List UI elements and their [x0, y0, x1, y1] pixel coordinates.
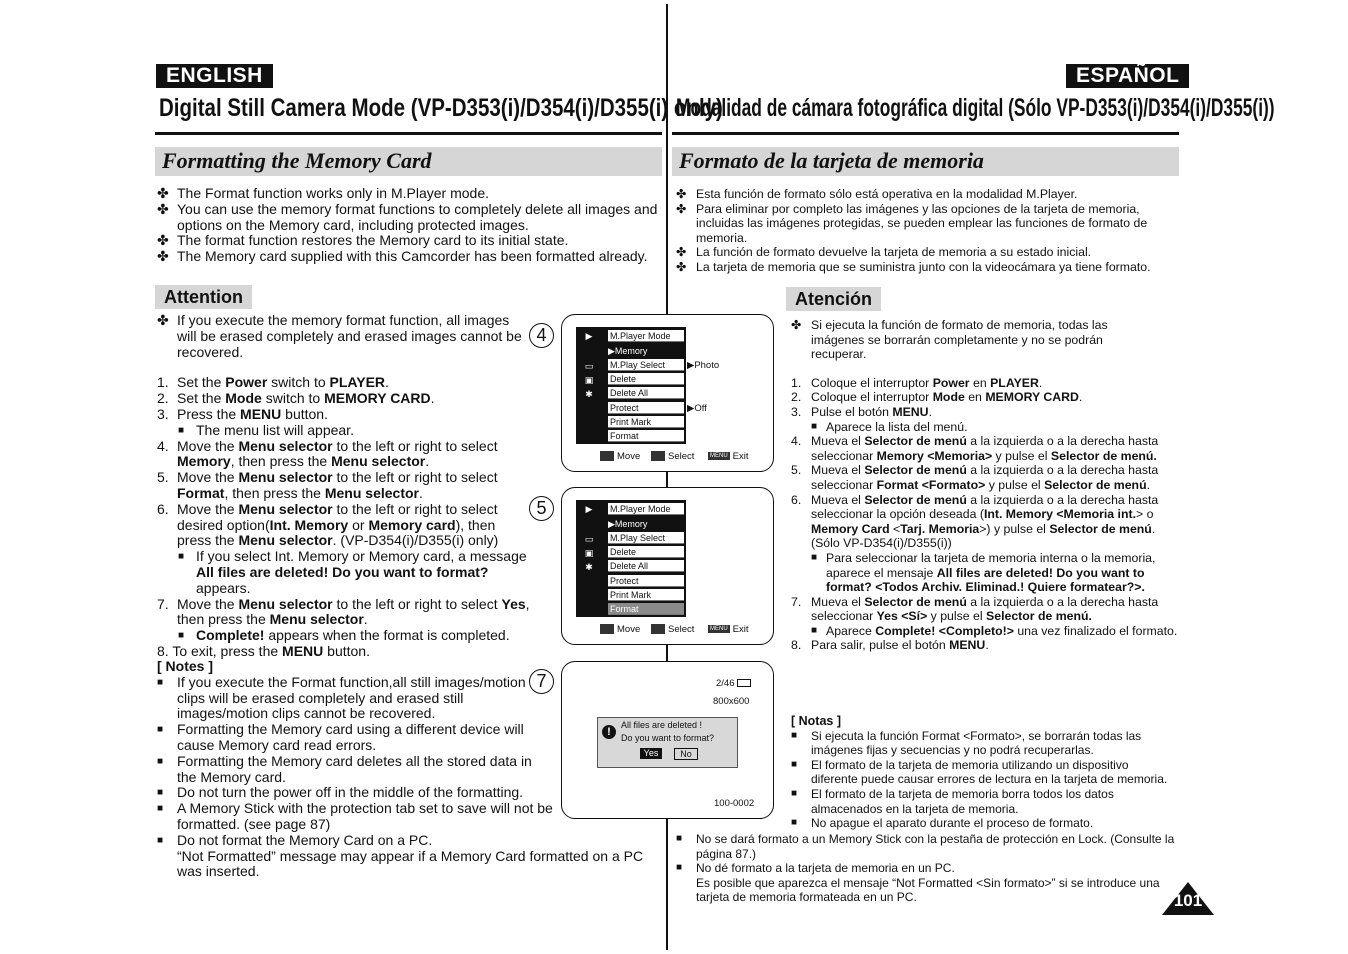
osd-resolution: 800x600 [713, 696, 750, 707]
step-marker: 5 [529, 496, 554, 521]
list-item: ✤ The format function restores the Memory card to its initial state. [157, 232, 569, 249]
step-item: 3. Pulse el botón MENU. [791, 404, 932, 419]
osd-menu-item: Delete All [608, 387, 684, 399]
osd-panel-step7 [561, 661, 774, 819]
osd-menu [576, 327, 686, 444]
list-item: ■ No dé formato a la tarjeta de memoria en un PC. Es posible que aparezca el mensaje “Not Formatted <Sin formato>” si se introduce una tarjeta de memoria formateada en un PC. [676, 861, 1160, 905]
notes-title-spanish: [ Notas ] [791, 714, 841, 728]
language-tab-spanish: ESPAÑOL [1066, 64, 1189, 88]
osd-menu-title: M.Player Mode [608, 330, 684, 342]
list-item: ■ Do not format the Memory Card on a PC. “Not Formatted” message may appear if a Memory Card formatted on a PC was inserted. [157, 831, 644, 880]
play-mode-icon: ▶ [580, 503, 598, 515]
step-marker: 7 [529, 669, 554, 694]
select-icon [651, 451, 665, 461]
page-title-spanish: Modalidad de cámara fotográfica digital (Sólo VP-D353(i)/D354(i)/D355(i)) [676, 94, 1275, 122]
list-item: ✤ La función de formato devuelve la tarjeta de memoria a su estado inicial. [676, 245, 1092, 260]
step-item: 7. Move the Menu selector to the left or right to select Yes, then press the Menu selector. [157, 595, 530, 628]
osd-panel-step4 [561, 314, 774, 472]
step-item: 6. Move the Menu selector to the left or right to select desired option(Int. Memory or Memory card), then press the Menu selector. (VP-D354(i)/D355(i) only) [157, 500, 499, 549]
list-item: ■ El formato de la tarjeta de memoria utilizando un dispositivo diferente puede causar errores de lectura en la tarjeta de memoria. [791, 757, 1168, 787]
play-mode-icon: ▶ [580, 330, 598, 342]
osd-exit-hint: MENU Exit [710, 624, 749, 635]
osd-menu-item: Delete [608, 373, 684, 385]
step-item: 1. Set the Power switch to PLAYER. [157, 374, 389, 391]
menu-key-icon: MENU [710, 453, 728, 460]
step-item: 4. Move the Menu selector to the left or right to select Memory, then press the Menu selector. [157, 437, 498, 470]
format-confirm-dialog [597, 717, 738, 768]
yes-button[interactable]: Yes [640, 748, 662, 759]
dialog-message-line1: All files are deleted ! [621, 720, 703, 730]
camera-icon: ▣ [580, 374, 598, 386]
section-bar-english [155, 147, 662, 176]
step-subitem: ■ Para seleccionar la tarjeta de memoria interna o la memoria, aparece el mensaje All files are deleted! Do you want to format? <Todos Archiv. Eliminad.! Quiere formatear?>. [811, 550, 1156, 595]
step-item: 5. Move the Menu selector to the left or right to select Format, then press the Menu selector. [157, 469, 498, 501]
intro-list-english [157, 186, 663, 265]
step-item: 3. Press the MENU button. [157, 405, 328, 422]
step-item: 8. To exit, press the MENU button. [157, 642, 370, 659]
step-item: 2. Coloque el interruptor Mode en MEMORY CARD. [791, 390, 1083, 405]
list-item: ■ Formatting the Memory card using a different device will cause Memory card read errors. [157, 721, 524, 753]
osd-exit-hint: MENU Exit [710, 451, 749, 462]
step-marker: 4 [529, 323, 554, 348]
section-title-english: Formatting the Memory Card [162, 148, 432, 173]
move-icon [600, 451, 614, 461]
notes-spanish [791, 714, 1176, 831]
list-item: ■ Si ejecuta la función Format <Formato>, se borrarán todas las imágenes fijas y secuencias y no podrá recuperarlas. [791, 728, 1142, 758]
memory-card-icon: ▭ [580, 533, 598, 545]
osd-move-hint: Move [600, 451, 640, 462]
camera-icon: ▣ [580, 547, 598, 559]
osd-menu-item-highlighted: Format [608, 603, 684, 615]
osd-menu-title: M.Player Mode [608, 503, 684, 515]
page-title-english: Digital Still Camera Mode (VP-D353(i)/D354(i)/D355(i) only) [159, 94, 723, 122]
list-item: ✤ La tarjeta de memoria que se suministra junto con la videocámara ya tiene formato. [676, 259, 1151, 274]
osd-menu-item: Delete [608, 546, 684, 558]
list-item: ✤ You can use the memory format functions to completely delete all images and options on the Memory card, including protected images. [157, 200, 658, 233]
step-subitem: ■ Complete! appears when the format is completed. [178, 627, 510, 644]
osd-menu-item: Print Mark [608, 589, 684, 601]
osd-file-number: 100-0002 [714, 798, 755, 809]
memory-card-icon [737, 679, 751, 687]
title-rule-spanish [672, 132, 1179, 135]
osd-menu-memory: ▶Memory [608, 518, 684, 530]
dialog-message-line2: Do you want to format? [621, 733, 715, 743]
osd-counter: 2/46 [716, 678, 751, 689]
attention-item: ✤ Si ejecuta la función de formato de memoria, todas las imágenes se borrarán completamente y no se podrán recuperar. [791, 318, 1108, 362]
osd-menu-item: M.Play Select [608, 359, 684, 371]
step-item: 4. Mueva el Selector de menú a la izquierda o a la derecha hasta seleccionar Memory <Memoria> y pulse el Selector de menú. [791, 434, 1159, 463]
list-item: ■ No apague el aparato durante el proceso de formato. [791, 816, 1094, 831]
osd-menu-item: Protect [608, 402, 684, 414]
section-bar-spanish [672, 147, 1179, 176]
step-subitem: ■ If you select Int. Memory or Memory card, a message All files are deleted! Do you want to format? appears. [178, 548, 527, 596]
osd-menu-item: Print Mark [608, 416, 684, 428]
list-item: ✤ The Format function works only in M.Player mode. [157, 185, 490, 201]
section-title-spanish: Formato de la tarjeta de memoria [679, 148, 984, 173]
step-item: 8. Para salir, pulse el botón MENU. [791, 638, 989, 653]
list-item: ■ If you execute the Format function,all still images/motion clips will be erased completely and erased still images/motion clips cannot be recovered. [157, 673, 526, 722]
title-rule-english [155, 132, 662, 135]
osd-value-off: ▶Off [687, 403, 707, 414]
osd-value-photo: ▶Photo [687, 360, 720, 371]
step-subitem: ■ Aparece Complete! <Completo!> una vez finalizado el formato. [811, 623, 1178, 638]
step-item: 7. Mueva el Selector de menú a la izquierda o a la derecha hasta seleccionar Yes <Sí> y pulse el Selector de menú. [791, 594, 1159, 624]
osd-menu-item: Format [608, 430, 684, 442]
osd-panel-step5 [561, 487, 774, 645]
list-item: ✤ The Memory card supplied with this Camcorder has been formatted already. [157, 248, 648, 265]
intro-list-spanish [676, 187, 1179, 275]
no-button[interactable]: No [674, 748, 698, 760]
step-item: 1. Coloque el interruptor Power en PLAYER. [791, 375, 1043, 390]
osd-menu-item: M.Play Select [608, 532, 684, 544]
attention-body-spanish [791, 318, 1181, 653]
list-item: ✤ Para eliminar por completo las imágenes y las opciones de la tarjeta de memoria, incluidas las imágenes protegidas, se pueden emplear las funciones de formato de memoria. [676, 201, 1148, 245]
step-subitem: ■ The menu list will appear. [178, 421, 354, 438]
warning-icon: ! [602, 725, 616, 739]
menu-key-icon: MENU [710, 626, 728, 633]
notes-spanish-wide [676, 832, 1179, 905]
page-number: 101 [1162, 882, 1214, 915]
osd-select-hint: Select [651, 624, 694, 635]
list-item: ■ A Memory Stick with the protection tab set to save will not be formatted. (see page 87) [157, 800, 553, 832]
attention-body-english [157, 313, 532, 660]
osd-select-hint: Select [651, 451, 694, 462]
gear-icon: ✱ [580, 561, 598, 573]
osd-menu-item: Delete All [608, 560, 684, 572]
attention-item: ✤ If you execute the memory format function, all images will be erased completely and erased images cannot be recovered. [157, 312, 522, 360]
notes-title-english: [ Notes ] [157, 658, 213, 674]
select-icon [651, 624, 665, 634]
memory-card-icon: ▭ [580, 360, 598, 372]
step-item: 6. Mueva el Selector de menú a la izquierda o a la derecha hasta seleccionar la opción deseada (Int. Memory <Memoria int.> o Memory Card <Tarj. Memoria>) y pulse el Selector de menú. (Sólo VP-D354(i)/D355(i)) [791, 492, 1159, 551]
list-item: ✤ Esta función de formato sólo está operativa en la modalidad M.Player. [676, 187, 1078, 201]
list-item: ■ No se dará formato a un Memory Stick con la pestaña de protección en Lock. (Consulte la página 87.) [676, 832, 1175, 861]
gear-icon: ✱ [580, 388, 598, 400]
attention-heading-english: Attention [155, 285, 252, 309]
list-item: ■ El formato de la tarjeta de memoria borra todos los datos almacenados en la tarjeta de memoria. [791, 786, 1114, 816]
osd-menu-item: Protect [608, 575, 684, 587]
osd-move-hint: Move [600, 624, 640, 635]
step-item: 2. Set the Mode switch to MEMORY CARD. [157, 390, 435, 407]
language-tab-english: ENGLISH [156, 64, 273, 88]
move-icon [600, 624, 614, 634]
step-item: 5. Mueva el Selector de menú a la izquierda o a la derecha hasta seleccionar Format <Formato> y pulse el Selector de menú. [791, 463, 1159, 492]
step-subitem: ■ Aparece la lista del menú. [811, 419, 968, 434]
attention-heading-spanish: Atención [786, 287, 881, 311]
osd-menu-memory: ▶Memory [608, 345, 684, 357]
osd-menu [576, 500, 686, 617]
list-item: ■ Formatting the Memory card deletes all the stored data in the Memory card. [157, 752, 532, 785]
list-item: ■ Do not turn the power off in the middle of the formatting. [157, 784, 524, 801]
